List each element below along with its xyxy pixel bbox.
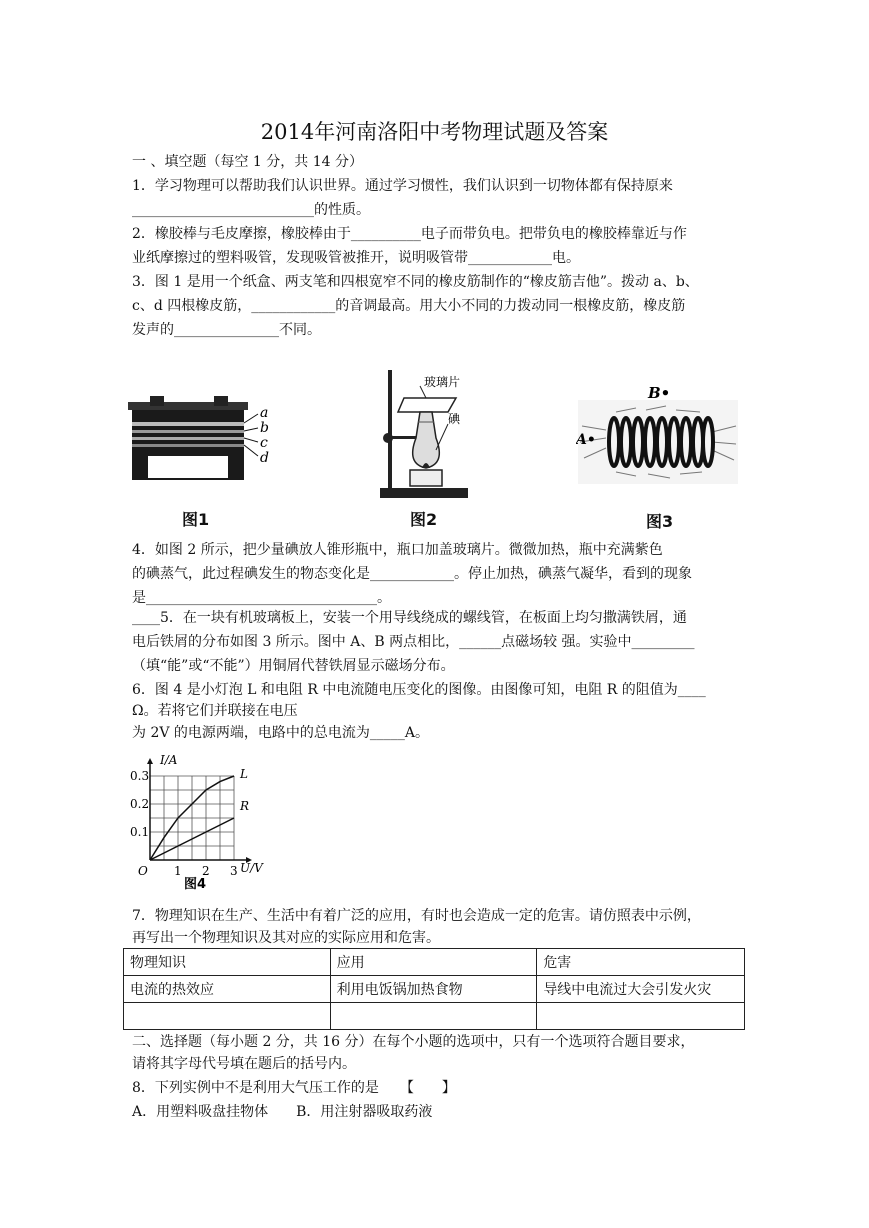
q3-line-1: 3．图 1 是用一个纸盒、两支笔和四根宽窄不同的橡皮筋制作的“橡皮筋吉他”。拨动 a、b、	[132, 274, 699, 290]
table-cell-blank	[330, 1003, 537, 1030]
figure-1-rubber-band-guitar	[128, 392, 278, 487]
q8-options: A．用塑料吸盘挂物体 B．用注射器吸取药液	[132, 1104, 433, 1120]
y-tick-label: 0.2	[130, 797, 150, 811]
table-header-row	[124, 949, 745, 976]
y-tick-label: 0.1	[130, 825, 150, 839]
x-tick-label: 2	[202, 864, 210, 878]
chart-axes	[147, 758, 252, 863]
q1-line-1: 1．学习物理可以帮助我们认识世界。通过学习惯性，我们认识到一切物体都有保持原来	[132, 178, 673, 194]
fig1-label-a: a	[260, 405, 269, 421]
table-cell: 电流的热效应	[124, 976, 331, 1003]
fig1-label-b: b	[260, 420, 269, 436]
section-2-line-2: 请将其字母代号填在题后的括号内。	[132, 1056, 356, 1072]
figure-2-caption: 图2	[410, 510, 438, 529]
q4-line-2: 的碘蒸气，此过程碘发生的物态变化是____________。停止加热，碘蒸气凝华，看到的现象	[132, 566, 692, 582]
q5-line-1: ____5．在一块有机玻璃板上，安装一个用导线绕成的螺线管，在板面上均匀撒满铁屑，通	[132, 610, 687, 626]
table-row	[124, 976, 745, 1003]
q7-table	[123, 948, 745, 1030]
q5-line-2: 电后铁屑的分布如图 3 所示。图中 A、B 两点相比，______点磁场较 强。实验中_________	[132, 634, 695, 650]
q6-line-3: 为 2V 的电源两端，电路中的总电流为_____A。	[132, 725, 430, 741]
q6-line-1: 6．图 4 是小灯泡 L 和电阻 R 中电流随电压变化的图像。由图像可知，电阻 R 的阻值为____	[132, 682, 706, 698]
q2-line-1: 2．橡胶棒与毛皮摩擦，橡胶棒由于__________电子而带负电。把带负电的橡胶棒靠近与作	[132, 226, 687, 242]
x-tick-label: 3	[230, 864, 238, 878]
figure-2-iodine-apparatus	[376, 368, 476, 500]
q6-line-2: Ω。若将它们并联接在电压	[132, 703, 298, 719]
q8-stem: 8．下列实例中不是利用大气压工作的是 【 】	[132, 1080, 456, 1096]
table-header-cell: 应用	[330, 949, 537, 976]
fig1-label-c: c	[260, 435, 268, 451]
q4-line-1: 4．如图 2 所示，把少量碘放人锥形瓶中，瓶口加盖玻璃片。微微加热，瓶中充满紫色	[132, 542, 663, 558]
table-cell: 利用电饭锅加热食物	[330, 976, 537, 1003]
q4-line-3: 是_________________________________。	[132, 590, 391, 606]
figure-4-iu-chart	[128, 754, 274, 894]
q5-line-3: （填“能”或“不能”）用铜屑代替铁屑显示磁场分布。	[132, 658, 455, 674]
fig1-label-d: d	[260, 450, 269, 466]
table-header-cell: 物理知识	[124, 949, 331, 976]
table-cell: 导线中电流过大会引发火灾	[537, 976, 745, 1003]
q3-line-3: 发声的_______________不同。	[132, 322, 321, 338]
fig3-label-a: A•	[576, 432, 596, 448]
series-label-R: R	[240, 799, 250, 813]
table-cell-blank	[537, 1003, 745, 1030]
table-row	[124, 1003, 745, 1030]
page-title: 2014年河南洛阳中考物理试题及答案	[260, 120, 609, 144]
series-label-L: L	[240, 767, 248, 781]
table-cell-blank	[124, 1003, 331, 1030]
section-1-heading: 一 、填空题（每空 1 分，共 14 分）	[132, 154, 363, 170]
q2-line-2: 业纸摩擦过的塑料吸管，发现吸管被推开，说明吸管带____________电。	[132, 250, 580, 266]
figure-3-solenoid	[576, 382, 740, 486]
y-axis-label: I/A	[160, 754, 178, 767]
section-2-line-1: 二、选择题（每小题 2 分，共 16 分）在每个小题的选项中，只有一个选项符合题目要求，	[132, 1034, 695, 1050]
fig2-label-glass: 玻璃片	[424, 375, 461, 389]
x-tick-label: 1	[174, 864, 182, 878]
x-tick-label: O	[138, 864, 148, 878]
y-tick-label: 0.3	[130, 769, 150, 783]
table-header-cell: 危害	[537, 949, 745, 976]
figure-1-caption: 图1	[182, 510, 210, 529]
chart-grid	[150, 776, 234, 860]
q7-line-1: 7．物理知识在生产、生活中有着广泛的应用，有时也会造成一定的危害。请仿照表中示例，	[132, 908, 701, 924]
x-axis-label: U/V	[240, 861, 263, 875]
fig3-label-b: B•	[648, 384, 671, 402]
q3-line-2: c、d 四根橡皮筋，____________的音调最高。用大小不同的力拨动同一根橡皮筋，橡皮筋	[132, 298, 686, 314]
chart-title: 图4	[184, 877, 207, 892]
q7-line-2: 再写出一个物理知识及其对应的实际应用和危害。	[132, 930, 440, 946]
q1-line-2: __________________________的性质。	[132, 202, 370, 218]
figure-3-caption: 图3	[646, 512, 674, 531]
y-axis-arrow	[147, 758, 153, 764]
fig2-label-iodine: 碘	[448, 412, 461, 426]
